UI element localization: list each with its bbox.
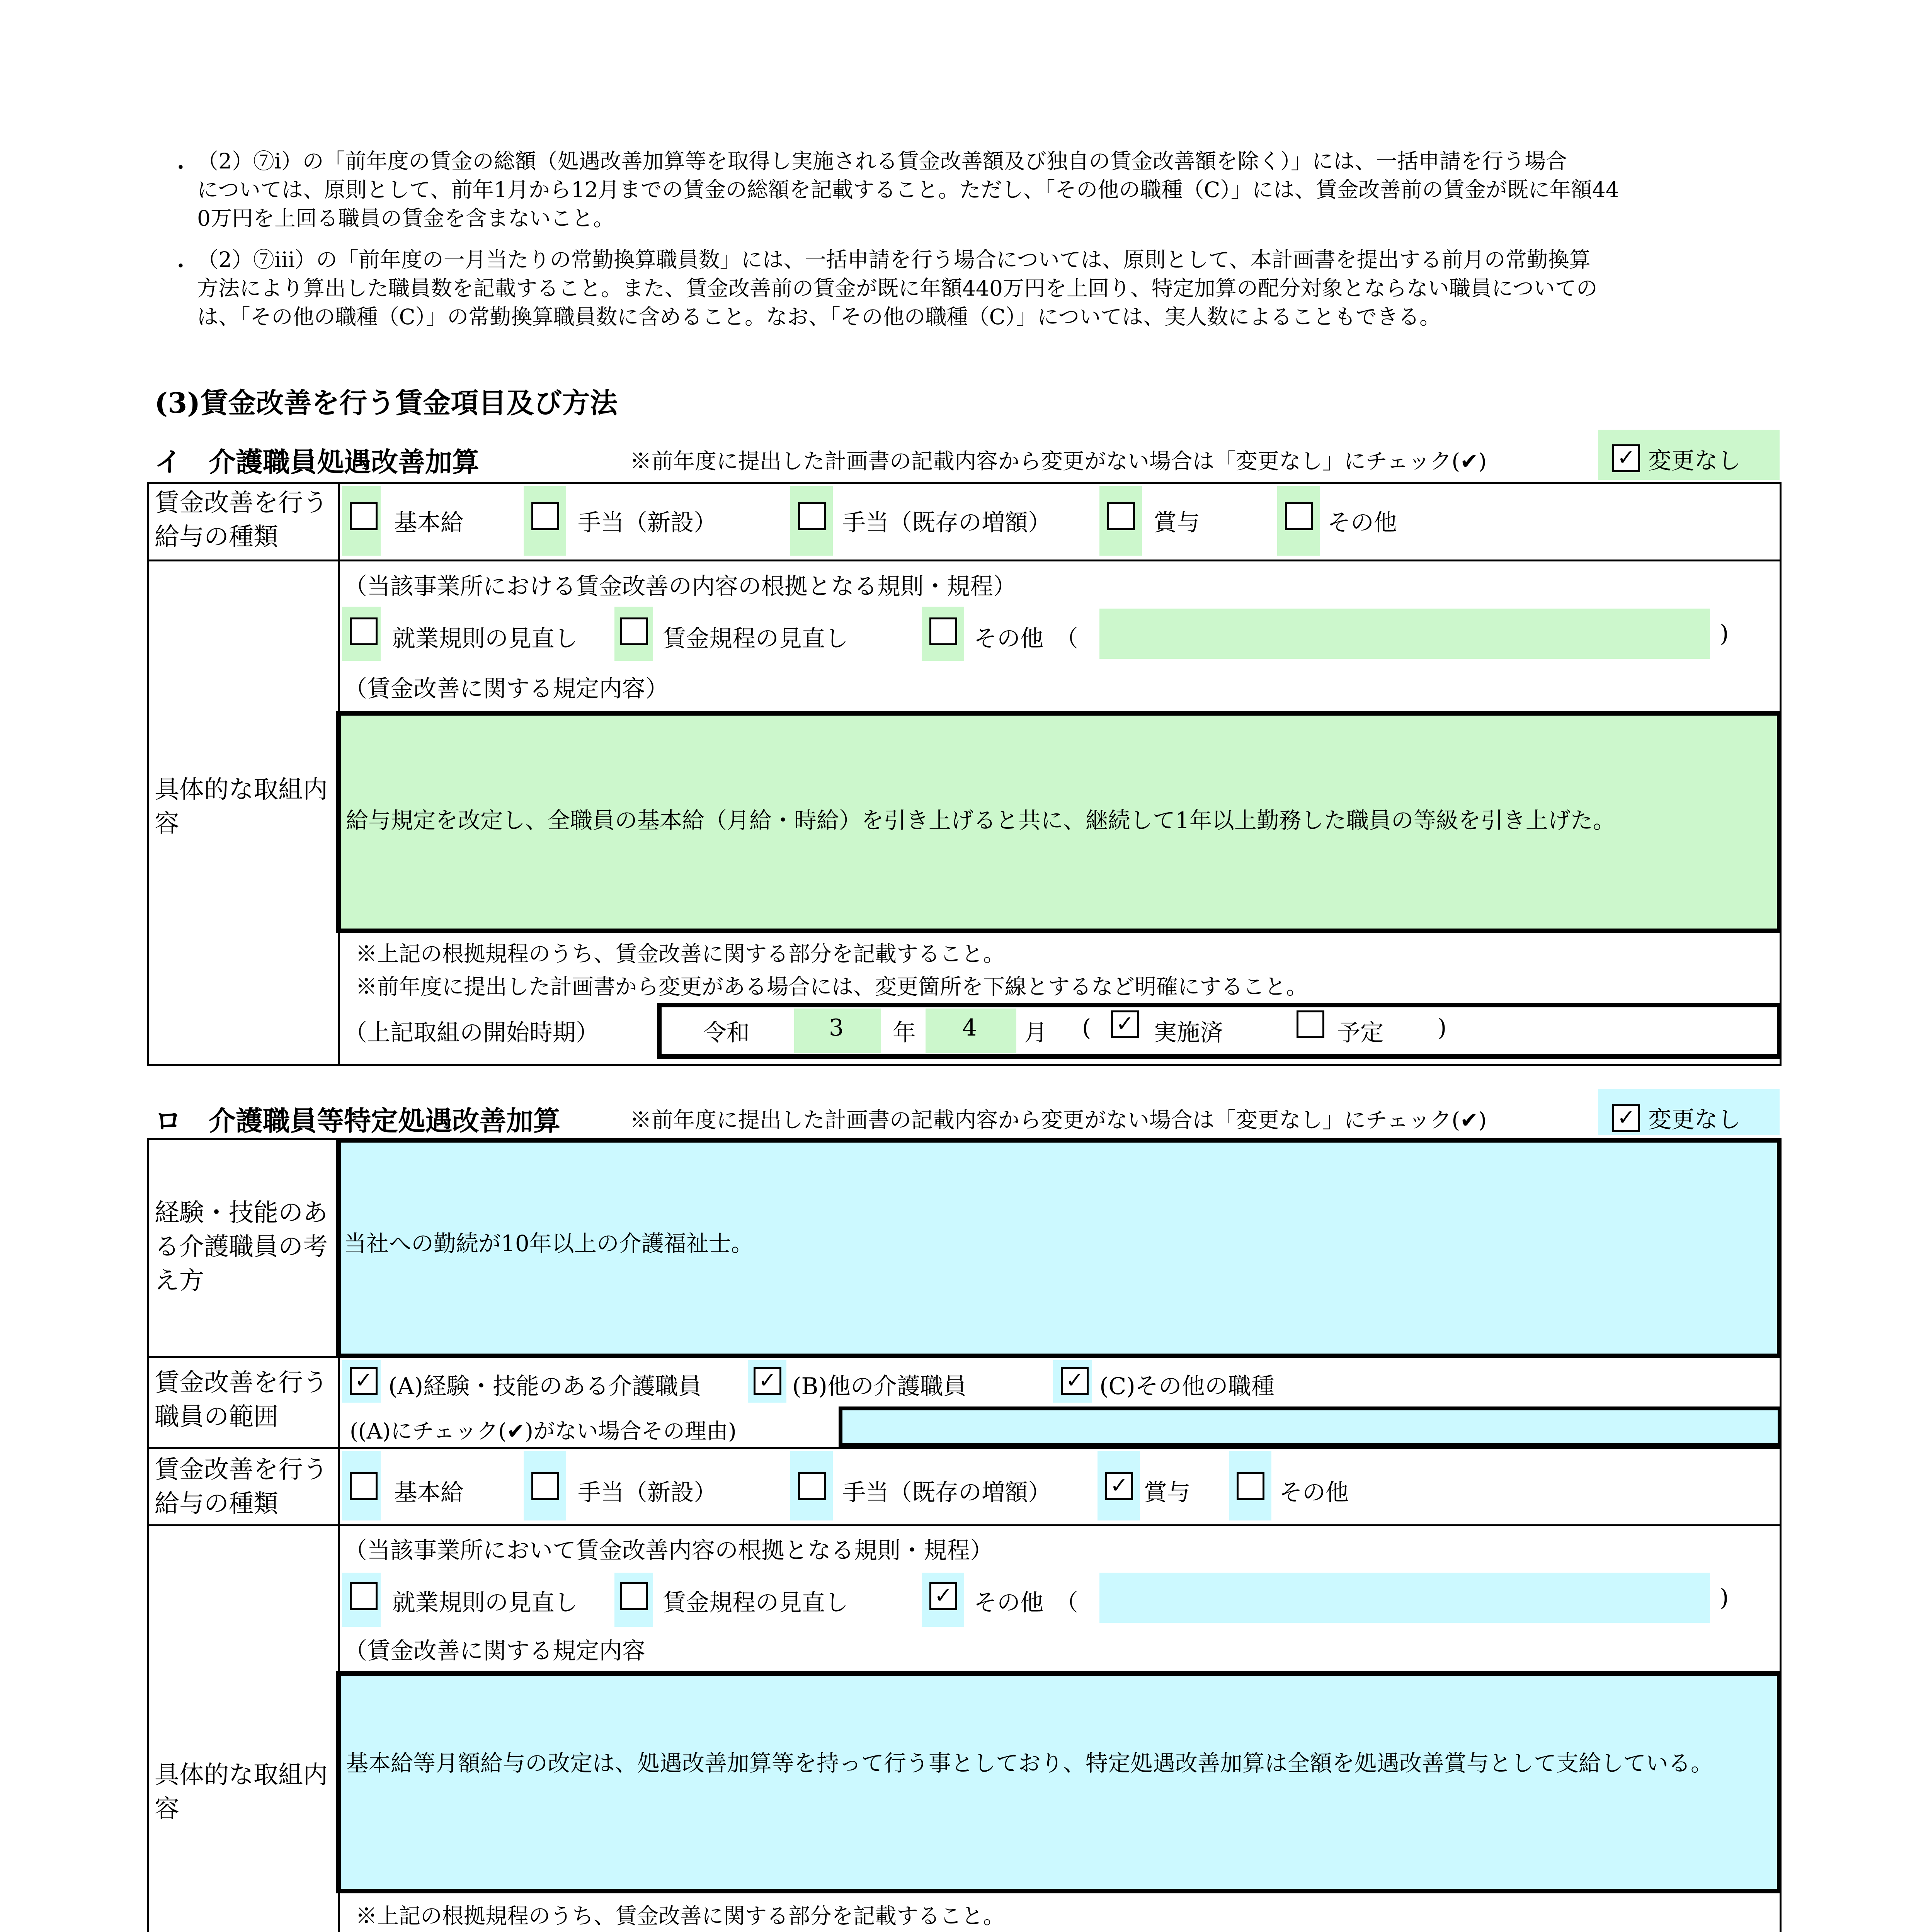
change-note: ※前年度に提出した計画書の記載内容から変更がない場合は「変更なし」にチェック(✔) — [630, 449, 1487, 474]
planned-label: 予定 — [1337, 1019, 1383, 1046]
bonus-label: 賞与 — [1144, 1479, 1190, 1506]
no-change-checkbox[interactable]: ✓ — [1612, 1104, 1640, 1132]
detail-label: 具体的な取組内容 — [155, 1761, 328, 1823]
other-rule-checkbox[interactable]: ✓ — [929, 1582, 957, 1610]
bonus-label: 賞与 — [1154, 509, 1200, 536]
start-label: （上記取組の開始時期） — [344, 1019, 599, 1046]
new-allowance-label: 手当（新設） — [578, 509, 717, 536]
bonus-checkbox[interactable] — [1107, 502, 1135, 530]
content-heading: （賃金改善に関する規定内容） — [344, 675, 669, 702]
pay-type-label: 賃金改善を行う給与の種類 — [155, 489, 328, 551]
year-unit: 年 — [893, 1019, 916, 1046]
no-change-label: 変更なし — [1648, 447, 1741, 474]
content-input[interactable] — [336, 1671, 1782, 1893]
note-line: （2）⑦ⅰ）の「前年度の賃金の総額（処遇改善加算等を取得し実施される賃金改善額及び独自の賃金改善額を除く）」には、一括申請を行う場合 — [197, 149, 1567, 173]
existing-allowance-checkbox[interactable] — [798, 502, 826, 530]
note-bullet: ・ — [170, 254, 192, 279]
note-line: 方法により算出した職員数を記載すること。また、賃金改善前の賃金が既に年額440万円を上回り、特定加算の配分対象とならない職員についての — [197, 276, 1598, 301]
note-line: は、「その他の職種（C）」の常勤換算職員数に含めること。なお、「その他の職種（C）」については、実人数によることもできる。 — [197, 304, 1441, 329]
paren-open: ( — [1082, 1014, 1091, 1041]
divider — [147, 560, 1782, 561]
section-i-title: イ 介護職員処遇改善加算 — [155, 446, 479, 478]
other-rule-label: その他 （ — [974, 625, 1078, 652]
other-pay-checkbox[interactable] — [1285, 502, 1313, 530]
range-c-checkbox[interactable]: ✓ — [1061, 1367, 1089, 1395]
basic-pay-checkbox[interactable] — [350, 502, 378, 530]
month-value: 4 — [962, 1014, 977, 1041]
divider — [147, 1447, 1782, 1449]
section-title: (3)賃金改善を行う賃金項目及び方法 — [155, 386, 618, 419]
existing-allowance-checkbox[interactable] — [798, 1472, 826, 1500]
other-rule-input[interactable] — [1099, 609, 1710, 659]
divider — [147, 1524, 1782, 1526]
note-change-mark: ※前年度に提出した計画書から変更がある場合には、変更箇所を下線とするなど明確にすること。 — [356, 975, 1308, 1000]
other-rule-label: その他 （ — [974, 1589, 1078, 1616]
existing-allowance-label: 手当（既存の増額） — [842, 509, 1051, 536]
range-a-checkbox[interactable]: ✓ — [350, 1367, 378, 1395]
new-allowance-checkbox[interactable] — [531, 1472, 559, 1500]
experience-text: 当社への勤続が10年以上の介護福祉士。 — [344, 1230, 754, 1257]
new-allowance-label: 手当（新設） — [578, 1479, 717, 1506]
note-line: （2）⑦ⅲ）の「前年度の一月当たりの常勤換算職員数」には、一括申請を行う場合については、原則として、本計画書を提出する前月の常勤換算 — [197, 247, 1591, 272]
rule-heading: （当該事業所における賃金改善の内容の根拠となる規則・規程） — [344, 573, 1016, 600]
rule-heading: （当該事業所において賃金改善内容の根拠となる規則・規程） — [344, 1537, 993, 1564]
range-b-label: (B)他の介護職員 — [792, 1373, 967, 1400]
experience-label: 経験・技能のある介護職員の考え方 — [155, 1199, 328, 1295]
other-rule-input[interactable] — [1099, 1573, 1710, 1623]
detail-label: 具体的な取組内容 — [155, 776, 328, 838]
other-rule-checkbox[interactable] — [929, 617, 957, 645]
note-line: 0万円を上回る職員の賃金を含まないこと。 — [197, 206, 614, 231]
note-text — [197, 147, 1619, 233]
work-rules-label: 就業規則の見直し — [392, 625, 578, 652]
range-reason-label: ((A)にチェック(✔)がない場合その理由) — [350, 1419, 737, 1444]
no-change-checkbox[interactable]: ✓ — [1612, 444, 1640, 472]
other-pay-checkbox[interactable] — [1237, 1472, 1264, 1500]
range-reason-input[interactable] — [839, 1406, 1782, 1447]
change-note: ※前年度に提出した計画書の記載内容から変更がない場合は「変更なし」にチェック(✔) — [630, 1108, 1487, 1133]
other-pay-label: その他 — [1279, 1479, 1349, 1506]
basic-pay-checkbox[interactable] — [350, 1472, 378, 1500]
note-rule-range: ※上記の根拠規程のうち、賃金改善に関する部分を記載すること。 — [356, 942, 1005, 967]
note-text — [197, 245, 1598, 331]
era-label: 令和 — [703, 1019, 750, 1046]
content-text: 給与規定を改定し、全職員の基本給（月給・時給）を引き上げると共に、継続して1年以上勤務した職員の等級を引き上げた。 — [346, 807, 1615, 833]
wage-rules-label: 賃金規程の見直し — [663, 625, 848, 652]
work-rules-label: 就業規則の見直し — [392, 1589, 578, 1616]
done-label: 実施済 — [1154, 1019, 1223, 1046]
basic-pay-label: 基本給 — [394, 1479, 464, 1506]
planned-checkbox[interactable] — [1297, 1010, 1324, 1038]
basic-pay-label: 基本給 — [394, 509, 464, 536]
paren-close: ) — [1720, 1584, 1729, 1611]
existing-allowance-label: 手当（既存の増額） — [842, 1479, 1051, 1506]
wage-rules-checkbox[interactable] — [620, 617, 648, 645]
other-pay-label: その他 — [1327, 509, 1397, 536]
work-rules-checkbox[interactable] — [350, 617, 378, 645]
month-unit: 月 — [1024, 1019, 1047, 1046]
year-value: 3 — [829, 1014, 844, 1041]
section-ro-title: ロ 介護職員等特定処遇改善加算 — [155, 1105, 560, 1137]
bonus-checkbox[interactable]: ✓ — [1105, 1472, 1133, 1500]
range-c-label: (C)その他の職種 — [1099, 1373, 1274, 1400]
pay-type-label: 賃金改善を行う給与の種類 — [155, 1456, 328, 1518]
range-label: 賃金改善を行う職員の範囲 — [155, 1369, 328, 1431]
note-line: については、原則として、前年1月から12月までの賃金の総額を記載すること。ただし、「その他の職種（C）」には、賃金改善前の賃金が既に年額44 — [197, 177, 1619, 202]
note-rule-range: ※上記の根拠規程のうち、賃金改善に関する部分を記載すること。 — [356, 1904, 1005, 1929]
work-rules-checkbox[interactable] — [350, 1582, 378, 1610]
no-change-label: 変更なし — [1648, 1106, 1741, 1133]
wage-rules-checkbox[interactable] — [620, 1582, 648, 1610]
paren-close: ) — [1720, 620, 1729, 647]
note-bullet: ・ — [170, 155, 192, 180]
done-checkbox[interactable]: ✓ — [1111, 1010, 1139, 1038]
content-text: 基本給等月額給与の改定は、処遇改善加算等を持って行う事としており、特定処遇改善加算は全額を処遇改善賞与として支給している。 — [346, 1750, 1714, 1776]
paren-close: ) — [1438, 1014, 1447, 1041]
wage-rules-label: 賃金規程の見直し — [663, 1589, 848, 1616]
new-allowance-checkbox[interactable] — [531, 502, 559, 530]
range-b-checkbox[interactable]: ✓ — [754, 1367, 781, 1395]
range-a-label: (A)経験・技能のある介護職員 — [388, 1373, 702, 1400]
content-heading: （賃金改善に関する規定内容 — [344, 1638, 645, 1665]
note-allowance — [394, 1930, 1087, 1932]
